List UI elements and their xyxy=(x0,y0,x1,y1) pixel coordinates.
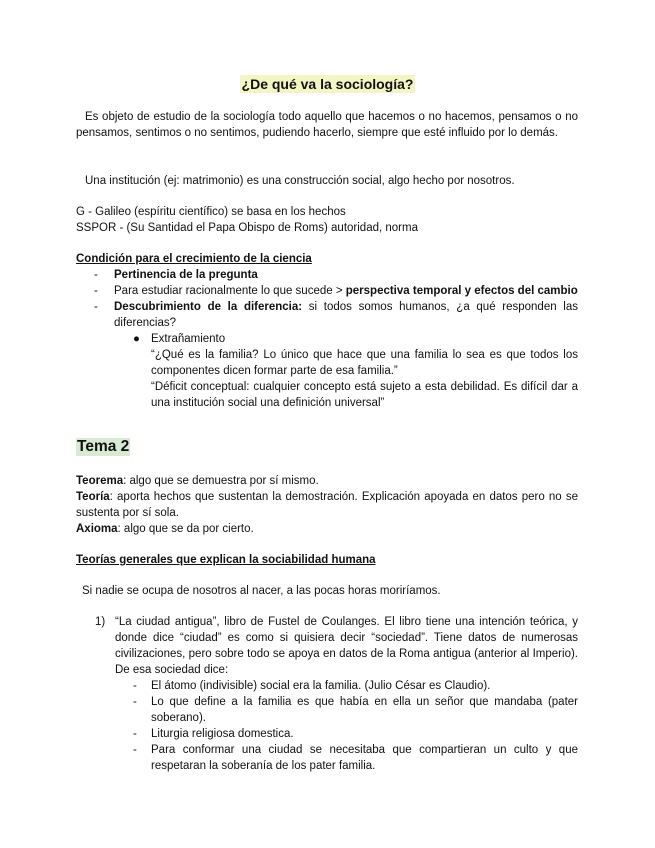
theories-heading-text: Teorías generales que explican la sociabilidad humana xyxy=(76,554,376,566)
galileo-line: G - Galileo (espíritu científico) se basa en los hechos xyxy=(76,206,346,218)
item-number: 1) xyxy=(95,616,106,628)
condition-item-3-bold: Descubrimiento de la diferencia: xyxy=(114,301,303,313)
teorema-term: Teorema xyxy=(76,475,124,487)
numbered-item-text: “La ciudad antigua”, libro de Fustel de Coulanges. El libro tiene una intención teórica, y donde dice “ciudad” es como si quisiera decir “sociedad”. Tiene datos de numerosas civilizaciones, pero sobre todo se apoya en datos de la Roma antigua (anterior al Imperio). De esa sociedad dice: xyxy=(115,616,578,676)
numbered-list xyxy=(76,614,578,774)
condition-item-2-text: Para estudiar racionalmente lo que sucede > xyxy=(114,285,346,297)
quote-family: “¿Qué es la familia? Lo único que hace que una familia lo sea es que todos los componentes dicen formar parte de esa familia.” xyxy=(151,349,578,377)
condition-item-3-text: si todos somos humanos, ¿a qué responden las diferencias? xyxy=(114,301,578,329)
list-item xyxy=(76,267,578,283)
list-item: - Lo que define a la familia es que había en ella un señor que mandaba (pater soberano). xyxy=(76,694,578,726)
bullet-label: Extrañamiento xyxy=(151,333,226,345)
title-container xyxy=(0,75,655,94)
condition-item-2-bold: perspectiva temporal y efectos del cambio xyxy=(345,285,578,297)
definition-axioma xyxy=(76,521,578,537)
tema2-heading xyxy=(76,438,578,456)
teorema-def: : algo que se demuestra por sí mismo. xyxy=(123,475,319,487)
condition-item-1: Pertinencia de la pregunta xyxy=(114,269,258,281)
teoria-def: : aporta hechos que sustentan la demostración. Explicación apoyada en datos pero no se sustenta por sí sola. xyxy=(76,491,578,519)
list-item xyxy=(76,299,578,331)
conditions-list xyxy=(76,267,578,411)
axioma-def: : algo que se da por cierto. xyxy=(117,523,254,535)
tema2-heading-text: Tema 2 xyxy=(77,438,130,455)
teoria-term: Teoría xyxy=(76,491,110,503)
definition-teorema xyxy=(76,473,578,489)
condition-heading-text: Condición para el crecimiento de la ciencia xyxy=(76,253,312,265)
list-item xyxy=(76,283,578,299)
sub-list xyxy=(76,678,578,774)
theories-heading xyxy=(76,552,578,568)
definition-teoria xyxy=(76,489,578,521)
list-item: - Para conformar una ciudad se necesitaba que compartieran un culto y que respetaran la soberanía de los pater familia. xyxy=(76,742,578,774)
list-item: - El átomo (indivisible) social era la familia. (Julio César es Claudio). xyxy=(76,678,578,694)
quote-deficit: “Déficit conceptual: cualquier concepto está sujeto a esta debilidad. Es difícil dar a una institución social una definición universal” xyxy=(151,381,578,409)
bullet-item xyxy=(76,331,578,347)
institution-line: Una institución (ej: matrimonio) es una construcción social, algo hecho por nosotros. xyxy=(85,175,515,187)
sspor-line: SSPOR - (Su Santidad el Papa Obispo de Roms) autoridad, norma xyxy=(76,222,418,234)
definitions xyxy=(76,473,578,537)
numbered-item xyxy=(76,614,578,678)
bullet-dot-icon: ● xyxy=(133,333,140,345)
intro-paragraph: Es objeto de estudio de la sociología todo aquello que hacemos o no hacemos, pensamos o no pensamos, sentimos o no sentimos, pudiendo hacerlo, siempre que esté influido por lo demás. xyxy=(76,111,578,139)
condition-heading xyxy=(76,251,578,267)
list-item: - Liturgia religiosa domestica. xyxy=(76,726,578,742)
nobody-line: Si nadie se ocupa de nosotros al nacer, a las pocas horas moriríamos. xyxy=(82,585,441,597)
page-title: ¿De qué va la sociología? xyxy=(241,76,414,92)
axioma-term: Axioma xyxy=(76,523,118,535)
